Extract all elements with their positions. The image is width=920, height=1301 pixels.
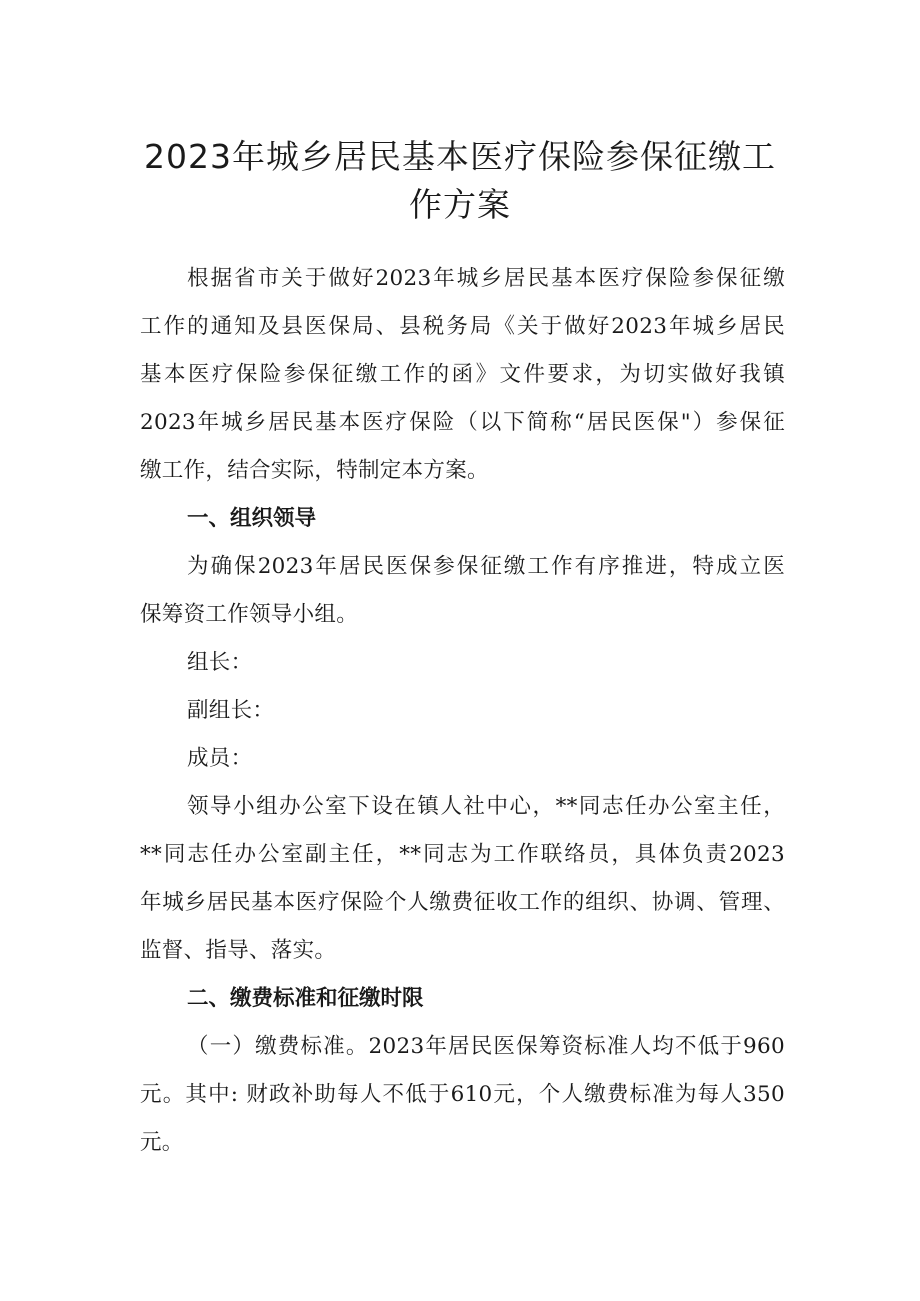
section-2-heading: 二、缴费标准和征缴时限 (187, 986, 424, 1011)
members-label: 成员： (187, 746, 253, 771)
intro-line-3: 基本医疗保险参保征缴工作的函》文件要求，为切实做好我镇 (140, 362, 785, 387)
document-title-line-1: 2023年城乡居民基本医疗保险参保征缴工 (144, 137, 776, 176)
intro-line-5: 缴工作，结合实际，特制定本方案。 (140, 458, 489, 483)
intro-line-4: 2023年城乡居民基本医疗保险（以下简称“居民医保"）参保征 (140, 410, 785, 435)
office-line-2: **同志任办公室副主任，**同志为工作联络员，具体负责2023 (140, 842, 785, 867)
standard-line-3: 元。 (140, 1130, 184, 1155)
office-line-1: 领导小组办公室下设在镇人社中心，**同志任办公室主任， (187, 794, 785, 819)
leader-label: 组长： (187, 650, 253, 675)
section-1-line-1: 为确保2023年居民医保参保征缴工作有序推进，特成立医 (187, 554, 785, 579)
section-1-heading: 一、组织领导 (187, 506, 317, 531)
office-line-3: 年城乡居民基本医疗保险个人缴费征收工作的组织、协调、管理、 (140, 890, 785, 915)
section-1-line-2: 保筹资工作领导小组。 (140, 602, 359, 627)
intro-line-1: 根据省市关于做好2023年城乡居民基本医疗保险参保征缴 (187, 266, 785, 291)
standard-line-2: 元。其中: 财政补助每人不低于610元，个人缴费标准为每人350 (140, 1082, 785, 1107)
vice-leader-label: 副组长： (187, 698, 275, 723)
document-title-line-2: 作方案 (409, 185, 511, 224)
office-line-4: 监督、指导、落实。 (140, 938, 337, 963)
intro-line-2: 工作的通知及县医保局、县税务局《关于做好2023年城乡居民 (140, 314, 785, 339)
standard-line-1: （一）缴费标准。2023年居民医保筹资标准人均不低于960 (187, 1034, 785, 1059)
